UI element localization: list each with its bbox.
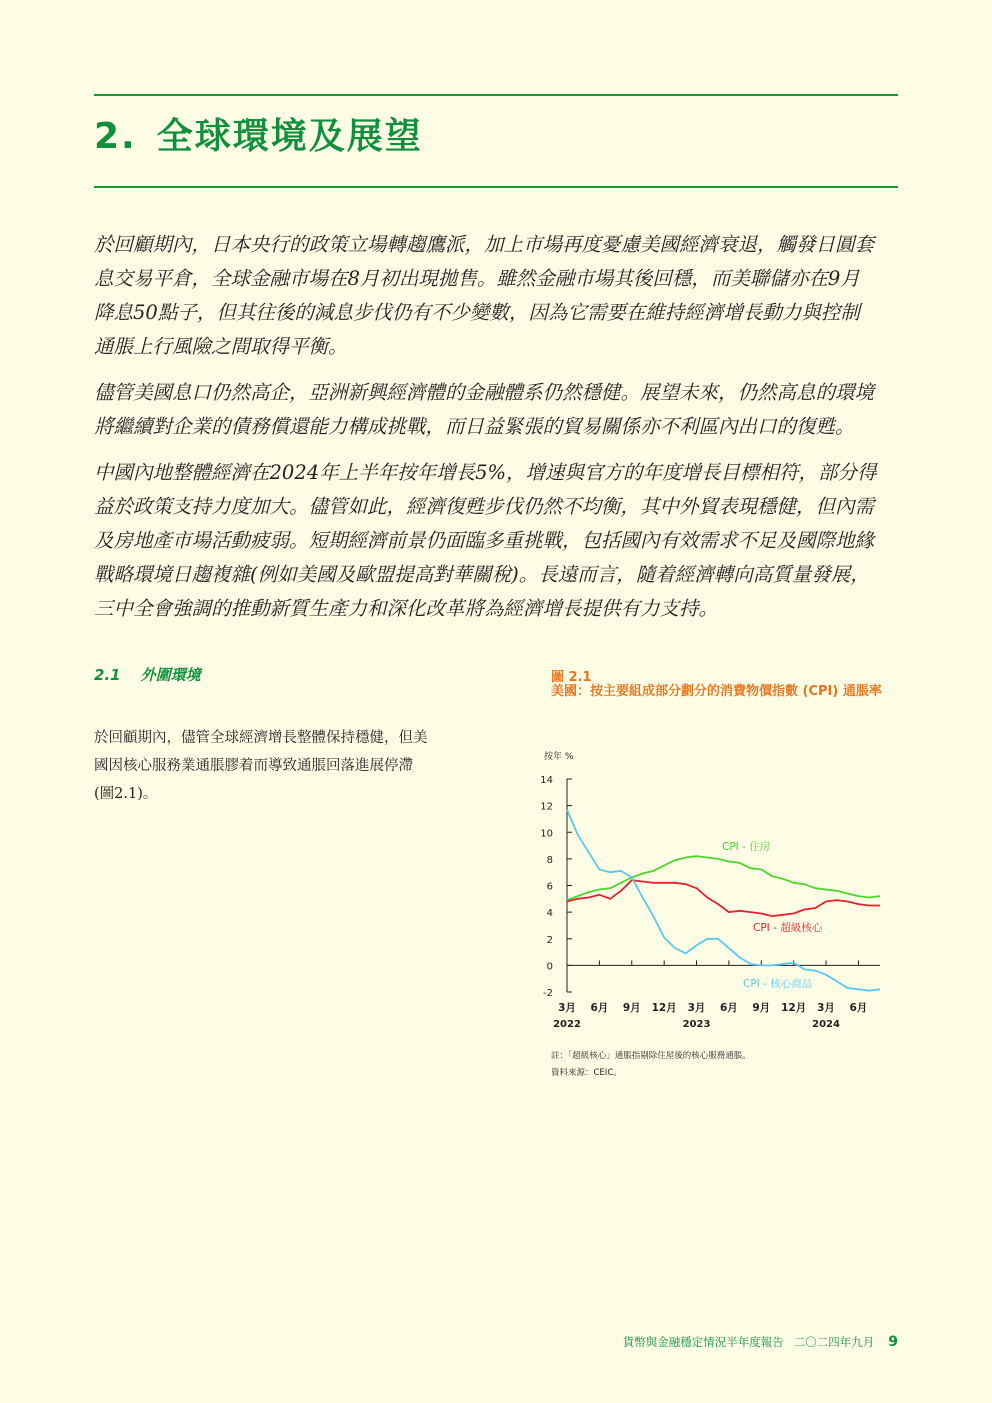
section-heading bbox=[94, 664, 201, 685]
chapter-title bbox=[94, 108, 423, 159]
figure-label: 圖 2.1 bbox=[551, 670, 592, 685]
section-number: 2.1 bbox=[94, 666, 121, 684]
y-tick-label: 2 bbox=[546, 934, 553, 946]
y-tick-label: 8 bbox=[546, 854, 553, 866]
figure-note: 註：「超級核心」通脹指剔除住屋後的核心服務通脹。 bbox=[551, 1051, 751, 1061]
x-tick-label: 3月 bbox=[558, 1002, 576, 1014]
chapter-title-text: 全球環境及展望 bbox=[156, 116, 423, 157]
paragraph-2: 儘管美國息口仍然高企，亞洲新興經濟體的金融體系仍然穩健。展望未來，仍然高息的環境 將繼續對企業的債務償還能力構成挑戰，而日益緊張的貿易關係亦不利區內出口的復甦。 bbox=[94, 381, 875, 438]
y-tick-label: 10 bbox=[540, 828, 553, 840]
x-tick-label: 6月 bbox=[590, 1002, 609, 1014]
x-year-label: 2022 bbox=[553, 1019, 581, 1030]
series-label: CPI - 超級核心 bbox=[753, 922, 823, 934]
bottom-rule bbox=[94, 186, 898, 188]
paragraph-3: 中國內地整體經濟在2024年上半年按年增長5%，增速與官方的年度增長目標相符，部分得 益於政策支持力度加大。儘管如此，經濟復甦步伐仍然不均衡，其中外貿表現穩健，但內需 及房地產市場活動疲弱。短期經濟前景仍面臨多重挑戰，包括國內有效需求不足及國際地緣 戰略環境日趨複雜(例如美國及歐盟提高對華關稅)。長遠而言，隨着經濟轉向高質量發展， 三中全會強調的推動新質生產力和深化改革將為經濟增長提供有力支持。 bbox=[94, 461, 877, 620]
x-year-label: 2024 bbox=[812, 1019, 840, 1030]
page-number: 9 bbox=[888, 1334, 898, 1350]
y-tick-label: 6 bbox=[546, 881, 553, 893]
paragraph-1: 於回顧期內，日本央行的政策立場轉趨鷹派，加上市場再度憂慮美國經濟衰退，觸發日圓套 息交易平倉，全球金融市場在8月初出現拋售。雖然金融市場其後回穩，而美聯儲亦在9月 降息50點子，但其往後的減息步伐仍有不少變數，因為它需要在維持經濟增長動力與控制 通脹上行風險之間取得平衡。 bbox=[94, 233, 875, 358]
x-tick-label: 12月 bbox=[651, 1002, 677, 1014]
x-tick-label: 3月 bbox=[817, 1002, 835, 1014]
series-label: CPI - 核心商品 bbox=[743, 978, 813, 990]
footer-report-title: 貨幣與金融穩定情況半年度報告 bbox=[622, 1335, 784, 1349]
chapter-number: 2. bbox=[94, 116, 137, 157]
series-label: CPI - 住房 bbox=[722, 841, 771, 853]
figure-source: 資料來源：CEIC。 bbox=[551, 1068, 622, 1078]
x-year-label: 2023 bbox=[682, 1019, 711, 1030]
x-tick-label: 3月 bbox=[687, 1002, 706, 1014]
x-tick-label: 6月 bbox=[719, 1002, 738, 1014]
figure-notes bbox=[551, 1048, 751, 1082]
x-tick-label: 9月 bbox=[752, 1002, 771, 1014]
section-title: 外圍環境 bbox=[140, 666, 201, 684]
y-tick-label: 14 bbox=[540, 775, 553, 786]
footer-date: 二〇二四年九月 bbox=[793, 1335, 875, 1349]
figure-title: 美國：按主要組成部分劃分的消費物價指數 (CPI) 通脹率 bbox=[551, 684, 882, 699]
section-body: 於回顧期內，儘管全球經濟增長整體保持穩健，但美 國因核心服務業通脹膠着而導致通脹回落進展停滯 (圖2.1)。 bbox=[94, 730, 428, 802]
x-tick-label: 12月 bbox=[781, 1002, 807, 1014]
x-tick-label: 6月 bbox=[849, 1002, 868, 1014]
y-tick-label: 4 bbox=[546, 908, 553, 920]
page-footer bbox=[623, 1334, 898, 1350]
y-tick-label: 12 bbox=[540, 801, 553, 813]
cpi-chart bbox=[530, 740, 900, 1040]
top-rule bbox=[94, 94, 898, 96]
y-axis-label: 按年 % bbox=[544, 752, 574, 762]
y-tick-label: 0 bbox=[546, 961, 553, 973]
series-line bbox=[567, 856, 880, 900]
y-tick-label: -2 bbox=[543, 988, 553, 999]
x-tick-label: 9月 bbox=[622, 1002, 641, 1014]
